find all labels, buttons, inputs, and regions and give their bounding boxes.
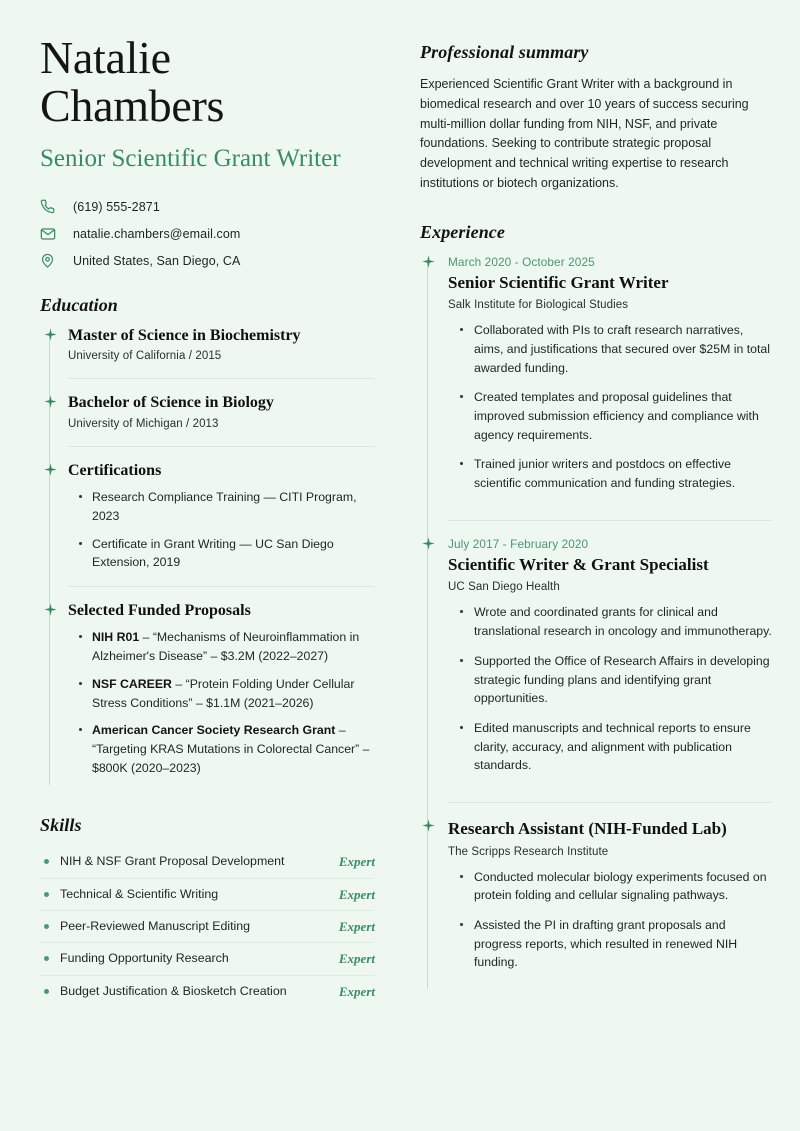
experience-item-2 [448, 537, 772, 802]
list-item: Edited manuscripts and technical reports to ensure clarity, accuracy, and alignment with publication standards. [472, 719, 772, 775]
contact-list [40, 199, 375, 269]
proposal-detail: – “Targeting KRAS Mutations in Colorectal Cancer” – $800K (2020–2023) [92, 723, 370, 775]
list-item: Supported the Office of Research Affairs in developing strategic funding plans and identifying grant opportunities. [472, 652, 772, 708]
degree-title: Bachelor of Science in Biology [68, 394, 274, 412]
skill-row [40, 879, 375, 911]
skill-name: NIH & NSF Grant Proposal Development [60, 854, 285, 869]
bullet-dot-icon [44, 924, 49, 929]
summary-text: Experienced Scientific Grant Writer with a background in biomedical research and over 10 years of success securing multi-million dollar funding from NIH, NSF, and private foundations. Seeking to contribute strategic proposal development and technical writing expertise to research institutions or biotech organizations. [420, 77, 749, 190]
sparkle-icon [44, 328, 57, 341]
page-title [40, 34, 375, 130]
proposal-detail: – “Protein Folding Under Cellular Stress Conditions” – $1.1M (2021–2026) [92, 676, 355, 710]
certifications-title: Certifications [68, 461, 162, 479]
divider [68, 446, 375, 447]
list-item: Collaborated with PIs to craft research narratives, aims, and justifications that secured over $25M in total awarded funding. [472, 321, 772, 377]
experience-date: July 2017 - February 2020 [448, 536, 589, 551]
left-column [40, 34, 385, 1111]
location-value: United States, San Diego, CA [73, 253, 241, 268]
divider [68, 378, 375, 379]
proposal-detail: – “Mechanisms of Neuroinflammation in Alzheimer's Disease” – $3.2M (2022–2027) [92, 630, 360, 664]
sparkle-icon [44, 463, 57, 476]
experience-company: Salk Institute for Biological Studies [448, 299, 629, 312]
bullet-dot-icon [44, 892, 49, 897]
sparkle-icon [422, 537, 435, 550]
education-list [44, 326, 375, 792]
experience-bullets [448, 603, 772, 775]
skill-left [40, 886, 218, 903]
education-item-masters [68, 326, 375, 379]
skill-level: Expert [338, 854, 375, 870]
list-item: Trained junior writers and postdocs on effective scientific communication and funding strategies. [472, 455, 772, 492]
experience-bullets [448, 321, 772, 493]
sparkle-icon [44, 395, 57, 408]
location-pin-icon [40, 253, 62, 269]
degree-title: Master of Science in Biochemistry [68, 326, 301, 344]
list-item [90, 488, 375, 525]
proposals-title: Selected Funded Proposals [68, 601, 251, 619]
phone-icon [40, 199, 62, 215]
proposal-grant-name: American Cancer Society Research Grant [92, 723, 336, 738]
last-name: Chambers [40, 79, 225, 131]
experience-date: March 2020 - October 2025 [448, 254, 595, 269]
bullet-dot-icon [44, 859, 49, 864]
sparkle-icon [44, 603, 57, 616]
contact-row-location[interactable] [40, 253, 375, 269]
education-item-bachelors [68, 393, 375, 446]
divider [68, 586, 375, 587]
right-column [385, 34, 772, 1111]
skill-name: Peer-Reviewed Manuscript Editing [60, 919, 251, 933]
skill-row [40, 846, 375, 878]
skill-row [40, 911, 375, 943]
list-item [90, 535, 375, 572]
experience-item-1 [448, 255, 772, 520]
experience-list [422, 255, 772, 1000]
degree-school-year: University of Michigan / 2013 [68, 417, 219, 430]
list-item [90, 721, 375, 777]
summary-heading: Professional summary [420, 42, 589, 62]
list-item [90, 675, 375, 712]
experience-title: Research Assistant (NIH-Funded Lab) [448, 818, 727, 838]
sparkle-icon [422, 255, 435, 268]
email-icon [40, 226, 62, 242]
experience-title: Scientific Writer & Grant Specialist [448, 554, 709, 574]
phone-value: (619) 555-2871 [73, 199, 160, 214]
skill-level: Expert [338, 919, 375, 934]
certification-text: Research Compliance Training — CITI Program, 2023 [92, 490, 357, 523]
skill-name: Budget Justification & Biosketch Creation [60, 983, 287, 998]
proposal-grant-name: NSF CAREER [92, 676, 172, 691]
experience-title: Senior Scientific Grant Writer [448, 272, 669, 292]
skills-list [40, 846, 375, 1007]
experience-company: The Scripps Research Institute [448, 845, 609, 858]
experience-heading: Experience [420, 221, 505, 242]
contact-row-phone[interactable] [40, 199, 375, 215]
sparkle-icon [422, 819, 435, 832]
skill-row [40, 943, 375, 975]
experience-item-3 [448, 819, 772, 999]
divider [448, 520, 772, 521]
list-item: Assisted the PI in drafting grant proposals and progress reports, which resulted in renewed NIH funding. [472, 916, 772, 972]
list-item: Wrote and coordinated grants for clinical and translational research in oncology and immunotherapy. [472, 603, 772, 640]
skill-left [40, 950, 229, 967]
bullet-dot-icon [44, 956, 49, 961]
skill-row [40, 976, 375, 1007]
skill-name: Funding Opportunity Research [60, 951, 229, 966]
list-item: Conducted molecular biology experiments focused on protein folding and cellular signaling pathways. [472, 868, 772, 905]
contact-row-email[interactable] [40, 226, 375, 242]
divider [448, 802, 772, 803]
skills-heading: Skills [40, 815, 82, 836]
skill-level: Expert [338, 983, 375, 999]
headline-job-title: Senior Scientific Grant Writer [40, 144, 341, 172]
list-item: Created templates and proposal guidelines that improved submission efficiency and compliance with agency requirements. [472, 388, 772, 444]
skill-level: Expert [338, 886, 375, 902]
first-name: Natalie [40, 32, 171, 83]
skill-left [40, 853, 285, 870]
proposals-bullets [68, 628, 375, 777]
skill-name: Technical & Scientific Writing [60, 886, 219, 901]
certification-text: Certificate in Grant Writing — UC San Diego Extension, 2019 [92, 536, 334, 570]
skill-level: Expert [338, 951, 375, 967]
experience-company: UC San Diego Health [448, 581, 560, 594]
degree-school-year: University of California / 2015 [68, 350, 222, 363]
list-item [90, 628, 375, 665]
skill-left [40, 918, 250, 935]
bullet-dot-icon [44, 989, 49, 994]
education-item-certifications [68, 461, 375, 586]
proposal-grant-name: NIH R01 [92, 630, 140, 645]
experience-bullets [448, 868, 772, 972]
education-item-proposals [68, 601, 375, 791]
education-heading: Education [40, 294, 118, 315]
certifications-bullets [68, 488, 375, 572]
email-value: natalie.chambers@email.com [73, 226, 241, 241]
skill-left [40, 983, 287, 1000]
